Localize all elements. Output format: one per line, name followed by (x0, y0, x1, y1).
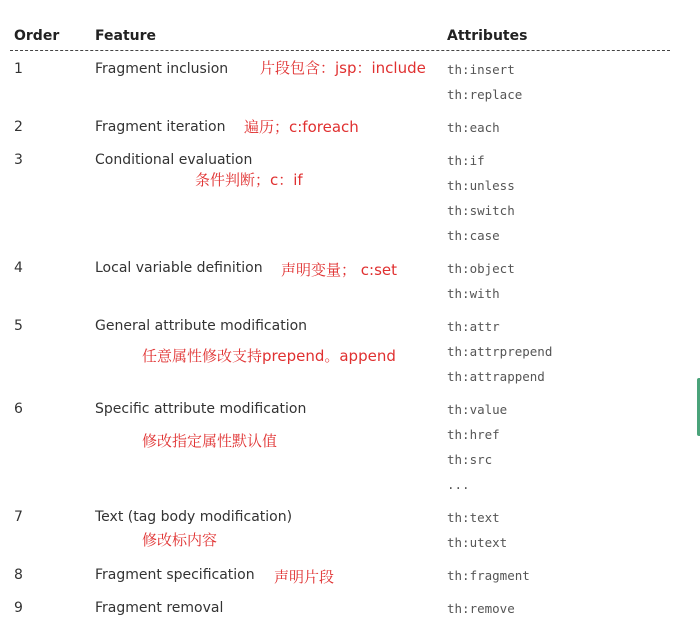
header-divider (10, 50, 670, 51)
row-attribute: th:value (447, 402, 508, 417)
header-order: Order (14, 28, 60, 44)
row-feature: Local variable definition (95, 260, 263, 276)
row-feature: Fragment specification (95, 567, 255, 583)
row-attribute: th:text (447, 510, 500, 525)
row-attribute: th:attrappend (447, 369, 545, 384)
row-feature: Fragment removal (95, 600, 224, 616)
row-attribute: th:object (447, 261, 515, 276)
row-attribute: th:insert (447, 62, 515, 77)
row-annotation: 片段包含：jsp：include (260, 59, 426, 77)
row-annotation: 任意属性修改支持prepend。append (142, 347, 396, 365)
row-attribute: th:href (447, 427, 500, 442)
row-annotation: 声明片段 (274, 568, 335, 586)
header-feature: Feature (95, 28, 156, 44)
row-attribute: th:attr (447, 319, 500, 334)
row-attribute: ... (447, 477, 470, 492)
row-annotation: 条件判断；c：if (195, 171, 303, 189)
row-order: 7 (14, 509, 23, 525)
row-order: 3 (14, 152, 23, 168)
row-feature: Fragment inclusion (95, 61, 229, 77)
row-feature: Text (tag body modification) (95, 509, 293, 525)
row-annotation: 修改标内容 (142, 531, 218, 549)
header-attributes: Attributes (447, 28, 528, 44)
row-order: 2 (14, 119, 23, 135)
row-order: 1 (14, 61, 23, 77)
row-feature: General attribute modification (95, 318, 308, 334)
row-attribute: th:each (447, 120, 500, 135)
row-feature: Conditional evaluation (95, 152, 253, 168)
row-attribute: th:with (447, 286, 500, 301)
row-order: 8 (14, 567, 23, 583)
row-order: 5 (14, 318, 23, 334)
row-attribute: th:switch (447, 203, 515, 218)
row-annotation: 声明变量； c:set (281, 261, 397, 279)
row-order: 4 (14, 260, 23, 276)
row-attribute: th:attrprepend (447, 344, 553, 359)
row-attribute: th:src (447, 452, 493, 467)
row-attribute: th:if (447, 153, 485, 168)
row-annotation: 遍历；c:foreach (244, 118, 359, 136)
row-feature: Specific attribute modification (95, 401, 307, 417)
row-attribute: th:remove (447, 601, 515, 616)
row-attribute: th:case (447, 228, 500, 243)
row-feature: Fragment iteration (95, 119, 226, 135)
row-attribute: th:replace (447, 87, 523, 102)
row-annotation: 修改指定属性默认值 (142, 432, 278, 450)
row-attribute: th:fragment (447, 568, 530, 583)
row-order: 6 (14, 401, 23, 417)
row-attribute: th:utext (447, 535, 508, 550)
row-attribute: th:unless (447, 178, 515, 193)
row-order: 9 (14, 600, 23, 616)
